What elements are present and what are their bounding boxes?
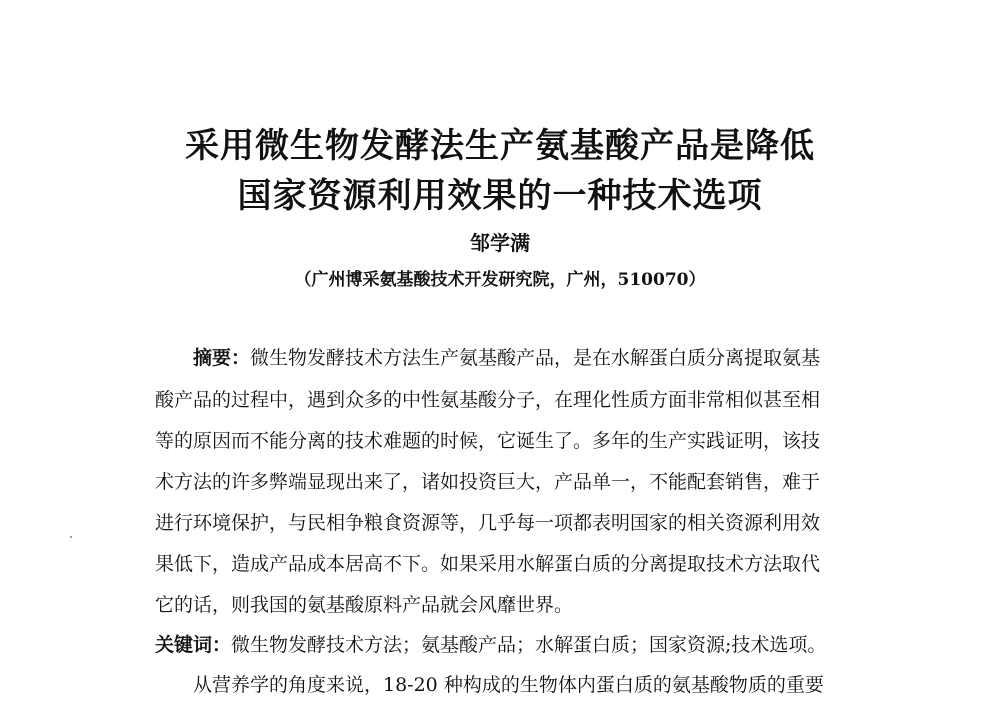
paper-title-line-2: 国家资源利用效果的一种技术选项 (237, 176, 763, 216)
abstract-line-7: 它的话，则我国的氨基酸原料产品就会风靡世界。 (155, 594, 574, 616)
body-first-line: 从营养学的角度来说，18-20 种构成的生物体内蛋白质的氨基酸物质的重要 (193, 674, 824, 696)
author-affiliation: （广州博采氨基酸技术开发研究院，广州，510070） (294, 270, 706, 290)
abstract-line-3: 等的原因而不能分离的技术难题的时候，它诞生了。多年的生产实践证明，该技 (155, 430, 821, 452)
abstract-line-4: 术方法的许多弊端显现出来了，诸如投资巨大，产品单一，不能配套销售，难于 (155, 471, 821, 493)
abstract-label: 摘要： (193, 347, 251, 369)
scan-speck (70, 536, 72, 538)
abstract-line-1 (155, 343, 855, 370)
keywords-line (155, 630, 855, 657)
abstract-line-2: 酸产品的过程中，遇到众多的中性氨基酸分子，在理化性质方面非常相似甚至相 (155, 389, 821, 411)
keywords-text: 微生物发酵技术方法；氨基酸产品；水解蛋白质；国家资源;技术选项。 (231, 634, 827, 656)
keywords-label: 关键词： (155, 634, 232, 656)
author-name: 邹学满 (470, 231, 530, 255)
abstract-line-6: 果低下，造成产品成本居高不下。如果采用水解蛋白质的分离提取技术方法取代 (155, 553, 821, 575)
abstract-line-5: 进行环境保护，与民相争粮食资源等，几乎每一项都表明国家的相关资源利用效 (155, 512, 821, 534)
paper-title-line-1: 采用微生物发酵法生产氨基酸产品是降低 (185, 126, 815, 166)
abstract-text: 微生物发酵技术方法生产氨基酸产品，是在水解蛋白质分离提取氨基 (250, 347, 821, 369)
